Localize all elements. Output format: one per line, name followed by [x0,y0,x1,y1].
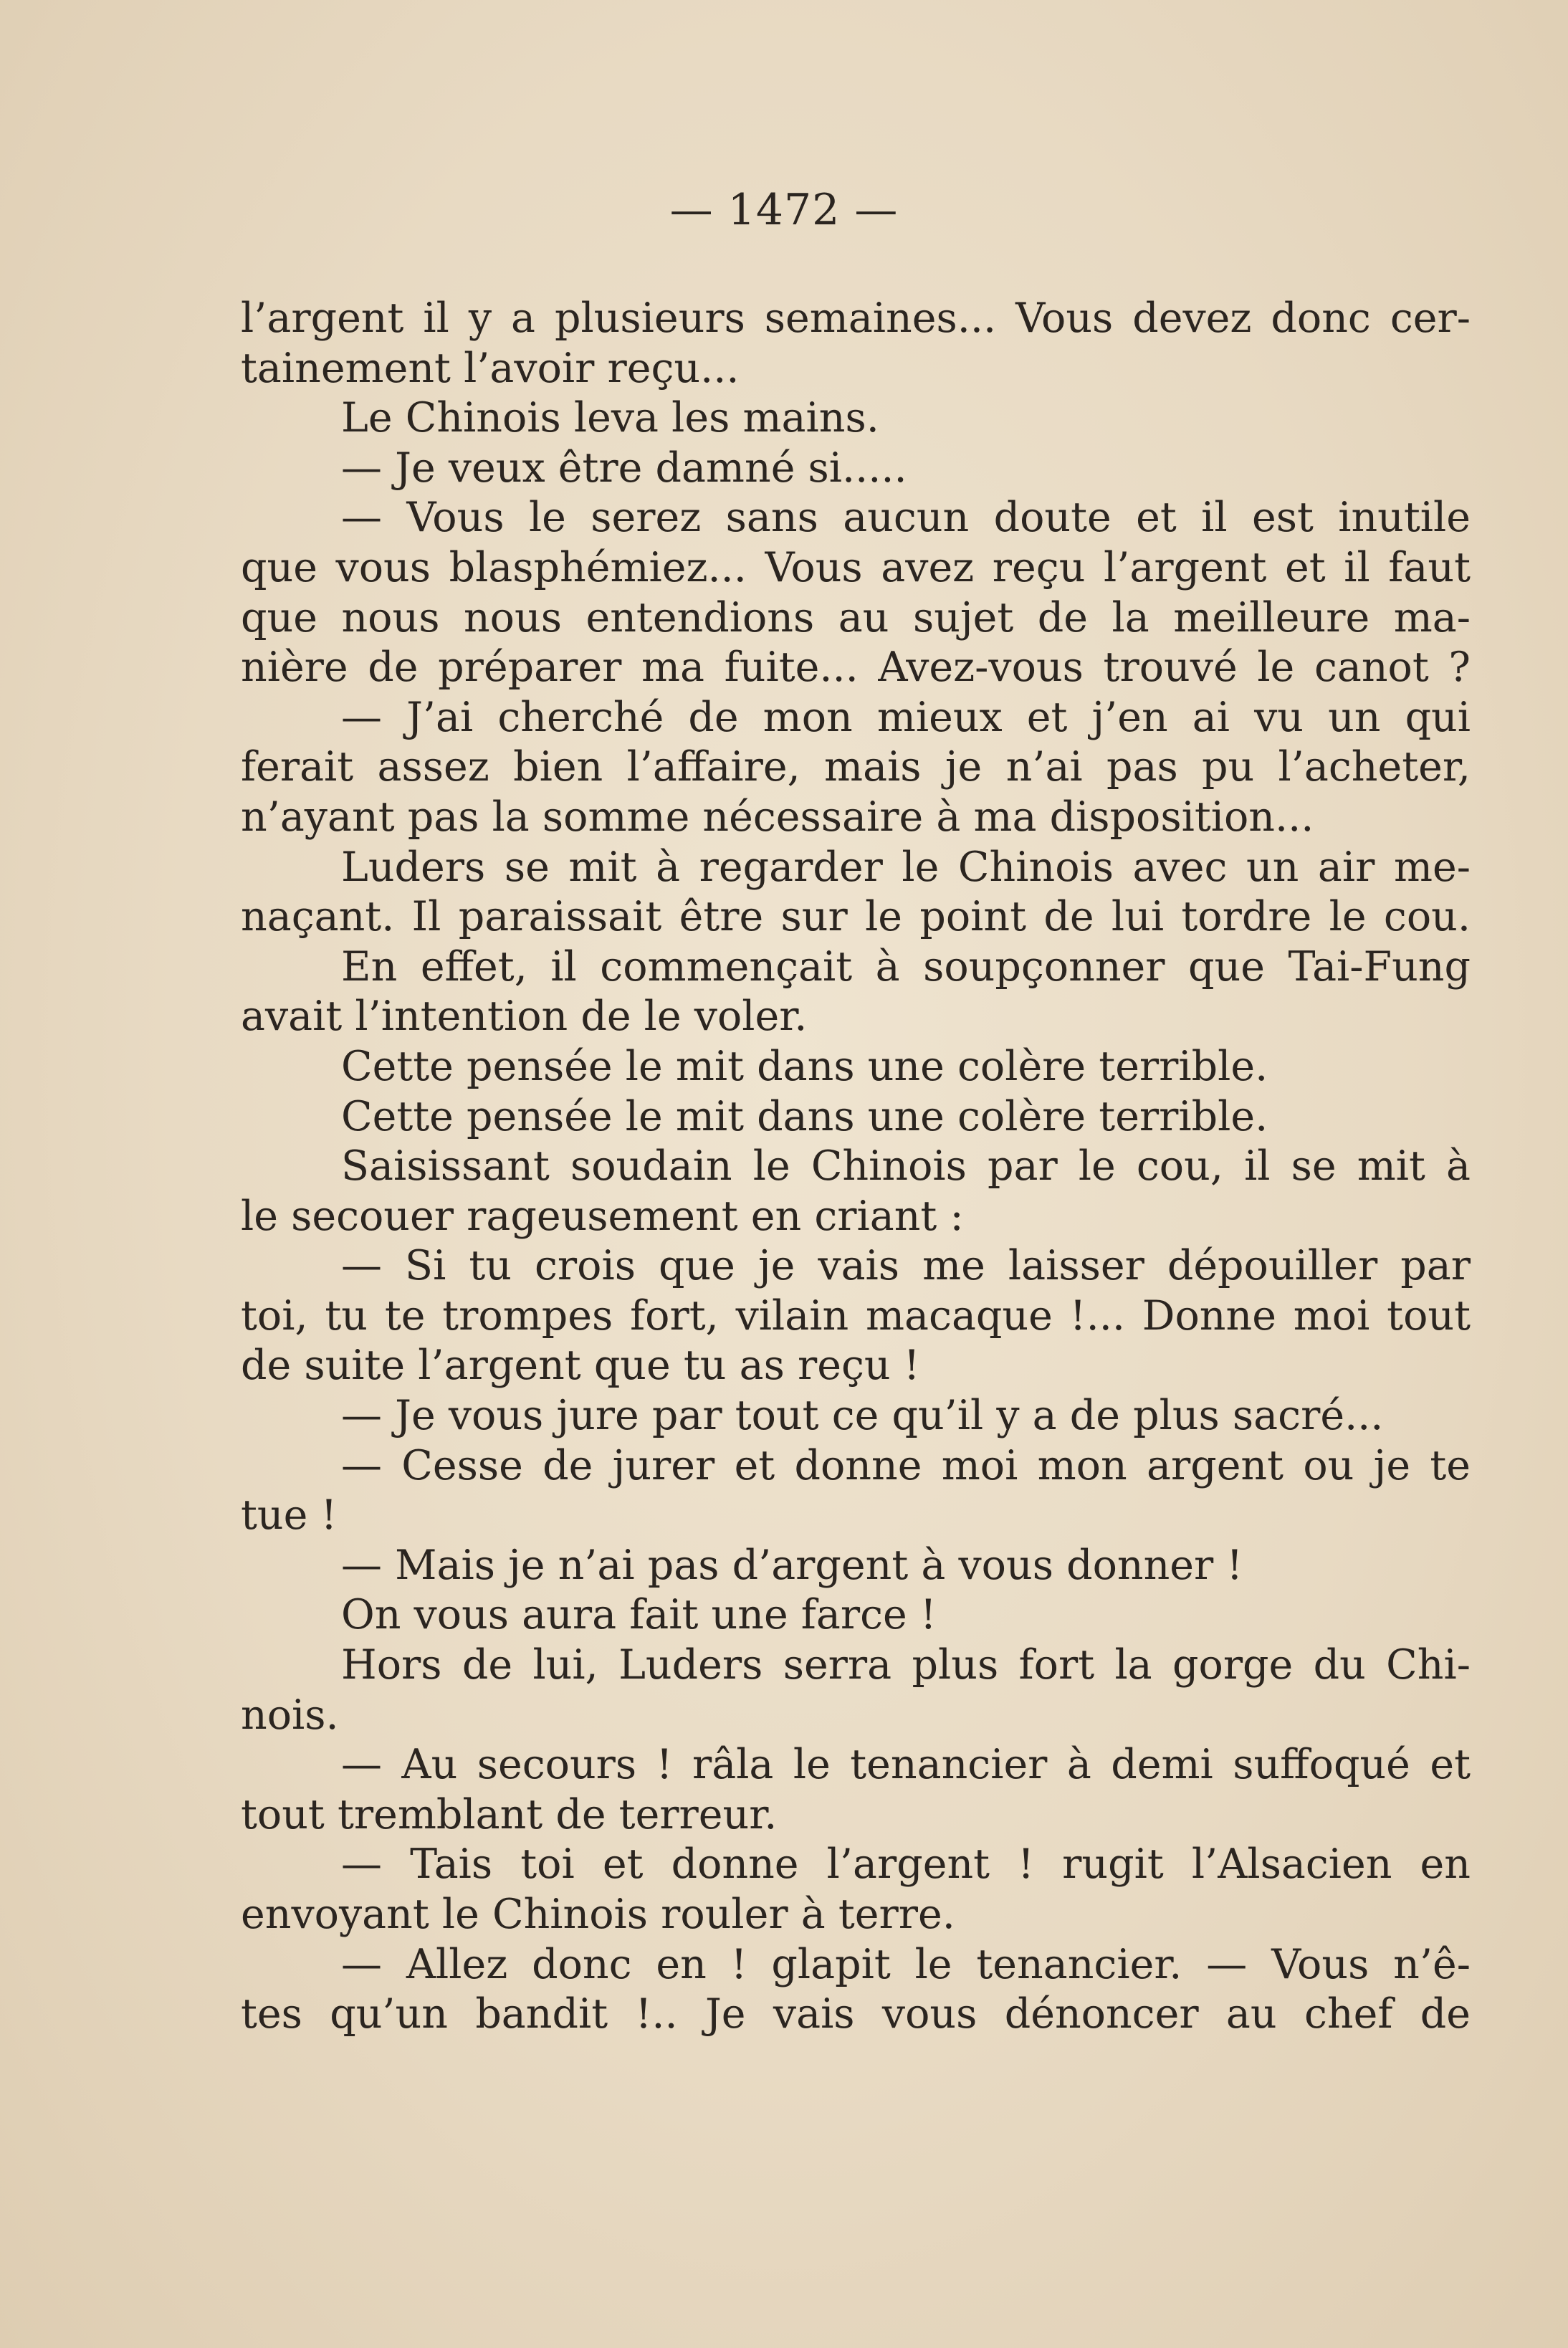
text-line: le secouer rageusement en criant : [241,1192,964,1240]
text-line: tout tremblant de terreur. [241,1790,778,1838]
text-line: Hors de lui, Luders serra plus fort la gorge du Chi- [341,1641,1471,1689]
text-line: Cette pensée le mit dans une colère terrible. [341,1092,1268,1140]
text-line: tue ! [241,1492,338,1540]
text-line: tes qu’un bandit !.. Je vais vous dénoncer au chef de [241,1990,1471,2038]
text-line: Saisissant soudain le Chinois par le cou, il se mit à [341,1142,1471,1190]
text-line: — J’ai cherché de mon mieux et j’en ai vu un qui [341,693,1471,741]
text-line: avait l’intention de le voler. [241,993,808,1041]
text-line: toi, tu te trompes fort, vilain macaque !... Donne moi tout [241,1292,1471,1340]
text-line: — Si tu crois que je vais me laisser dépouiller par [341,1242,1471,1290]
text-line: — Tais toi et donne l’argent ! rugit l’Alsacien en [341,1841,1471,1889]
text-line: On vous aura fait une farce ! [341,1591,937,1639]
text-line: de suite l’argent que tu as reçu ! [241,1342,920,1390]
text-line: Luders se mit à regarder le Chinois avec un air me- [341,843,1471,891]
text-line: — Je veux être damné si..... [341,444,907,492]
text-line: Cette pensée le mit dans une colère terrible. [341,1042,1268,1090]
text-line: que vous blasphémiez... Vous avez reçu l’argent et il faut [241,543,1471,591]
text-line: nois. [241,1691,339,1739]
text-line: — Je vous jure par tout ce qu’il y a de plus sacré... [341,1392,1384,1440]
page-number: — 1472 — [669,185,899,235]
body-text [241,294,1471,2040]
text-line: tainement l’avoir reçu... [241,344,740,392]
text-line: nière de préparer ma fuite... Avez-vous trouvé le canot ? [241,644,1471,692]
text-line: que nous nous entendions au sujet de la meilleure ma- [241,593,1471,641]
text-line: — Vous le serez sans aucun doute et il est inutile [341,494,1471,542]
text-line: Le Chinois leva les mains. [341,394,879,442]
text-line: naçant. Il paraissait être sur le point de lui tordre le cou. [241,893,1471,941]
text-line: l’argent il y a plusieurs semaines... Vous devez donc cer- [241,295,1471,342]
text-line: ferait assez bien l’affaire, mais je n’ai pas pu l’acheter, [241,743,1471,791]
text-line: — Cesse de jurer et donne moi mon argent ou je te [341,1441,1471,1489]
text-line: n’ayant pas la somme nécessaire à ma disposition... [241,793,1314,841]
text-line: En effet, il commençait à soupçonner que Tai-Fung [341,942,1471,991]
text-line: — Allez donc en ! glapit le tenancier. — Vous n’ê- [341,1940,1471,1988]
text-line: — Mais je n’ai pas d’argent à vous donner ! [341,1541,1243,1589]
text-line: envoyant le Chinois rouler à terre. [241,1891,955,1938]
text-line: — Au secours ! râla le tenancier à demi suffoqué et [341,1741,1471,1789]
